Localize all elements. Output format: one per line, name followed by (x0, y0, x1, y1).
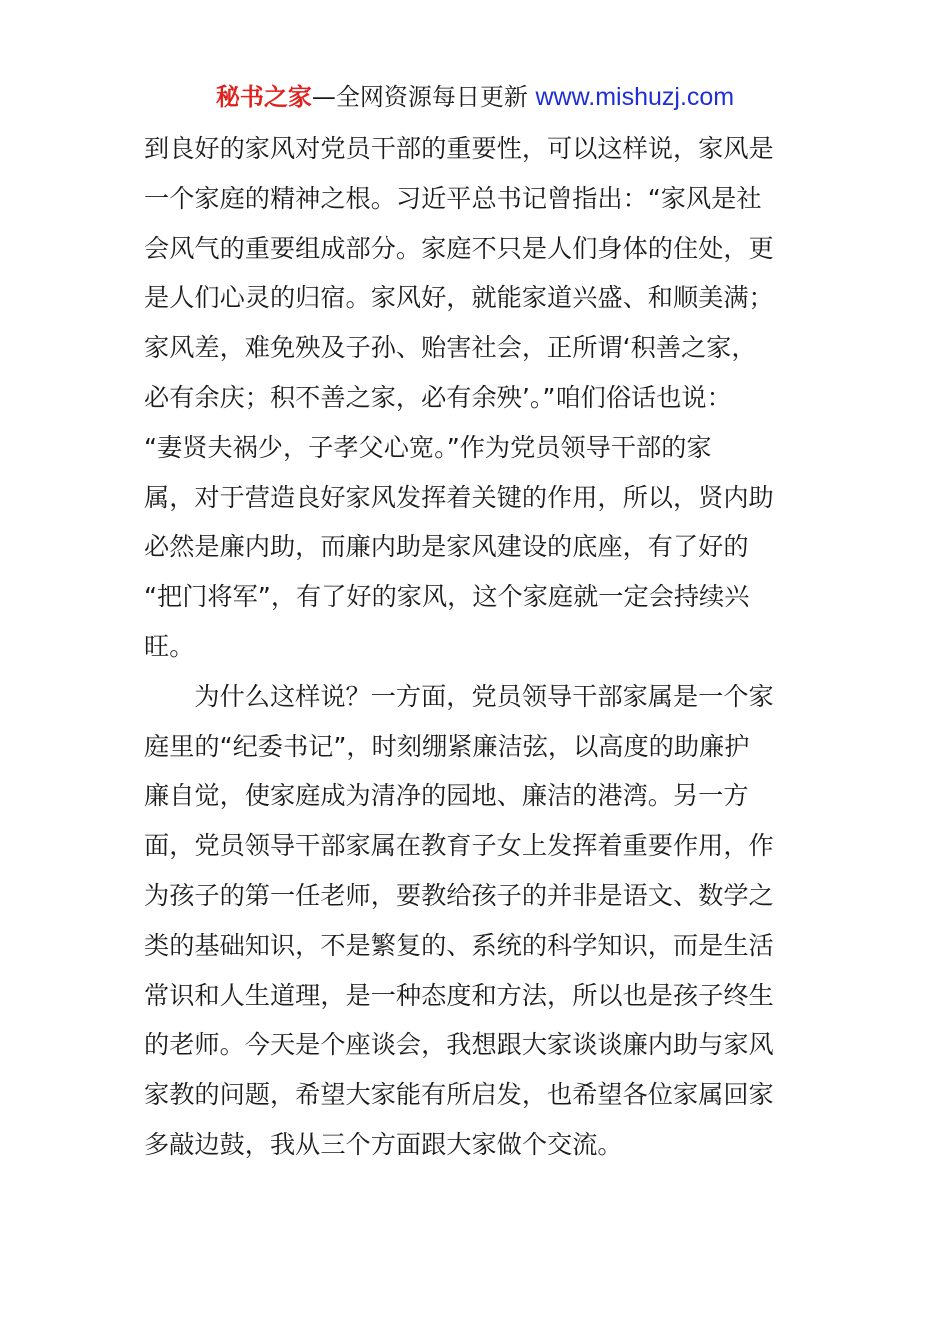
text-line: 到良好的家风对党员干部的重要性，可以这样说，家风是 (144, 134, 774, 163)
text-line: 廉自觉，使家庭成为清净的园地、廉洁的港湾。另一方 (144, 781, 749, 811)
text-line: 的老师。今天是个座谈会，我想跟大家谈谈廉内助与家风 (144, 1030, 774, 1060)
text-line: 多敲边鼓，我从三个方面跟大家做个交流。 (144, 1129, 623, 1159)
paragraph-2 (144, 672, 784, 1170)
text-line: 旺。 (144, 631, 195, 661)
text-line: 为孩子的第一任老师，要教给孩子的并非是语文、数学之 (144, 880, 774, 910)
text-line: “妻贤夫祸少，子孝父心宽。”作为党员领导干部的家 (144, 432, 712, 462)
text-line: “把门将军”，有了好的家风，这个家庭就一定会持续兴 (144, 582, 750, 612)
text-line-indented: 为什么这样说？一方面，党员领导干部家属是一个家 (194, 681, 774, 711)
text-line: 家教的问题，希望大家能有所启发，也希望各位家属回家 (144, 1080, 774, 1110)
text-line: 会风气的重要组成部分。家庭不只是人们身体的住处，更 (144, 233, 774, 263)
text-line: 家风差，难免殃及子孙、贻害社会，正所谓‘积善之家， (144, 333, 757, 363)
paragraph-1 (144, 124, 784, 672)
brand-name: 秘书之家 (215, 83, 312, 111)
document-body (144, 124, 784, 1170)
text-line: 必然是廉内助，而廉内助是家风建设的底座，有了好的 (144, 532, 749, 562)
text-line: 常识和人生道理，是一种态度和方法，所以也是孩子终生 (144, 980, 774, 1010)
site-header (0, 80, 950, 114)
text-line: 庭里的“纪委书记”，时刻绷紧廉洁弦，以高度的助廉护 (144, 731, 750, 761)
text-line: 必有余庆；积不善之家，必有余殃’。”咱们俗话也说： (144, 382, 732, 412)
text-line: 是人们心灵的归宿。家风好，就能家道兴盛、和顺美满； (144, 283, 774, 313)
text-line: 面，党员领导干部家属在教育子女上发挥着重要作用，作 (144, 831, 774, 861)
site-tagline: —全网资源每日更新 (311, 83, 536, 111)
text-line: 类的基础知识，不是繁复的、系统的科学知识，而是生活 (144, 930, 774, 960)
site-url-link[interactable]: www.mishuzj.com (535, 83, 735, 111)
text-line: 一个家庭的精神之根。习近平总书记曾指出：“家风是社 (144, 183, 762, 213)
text-line: 属，对于营造良好家风发挥着关键的作用，所以，贤内助 (144, 482, 774, 512)
